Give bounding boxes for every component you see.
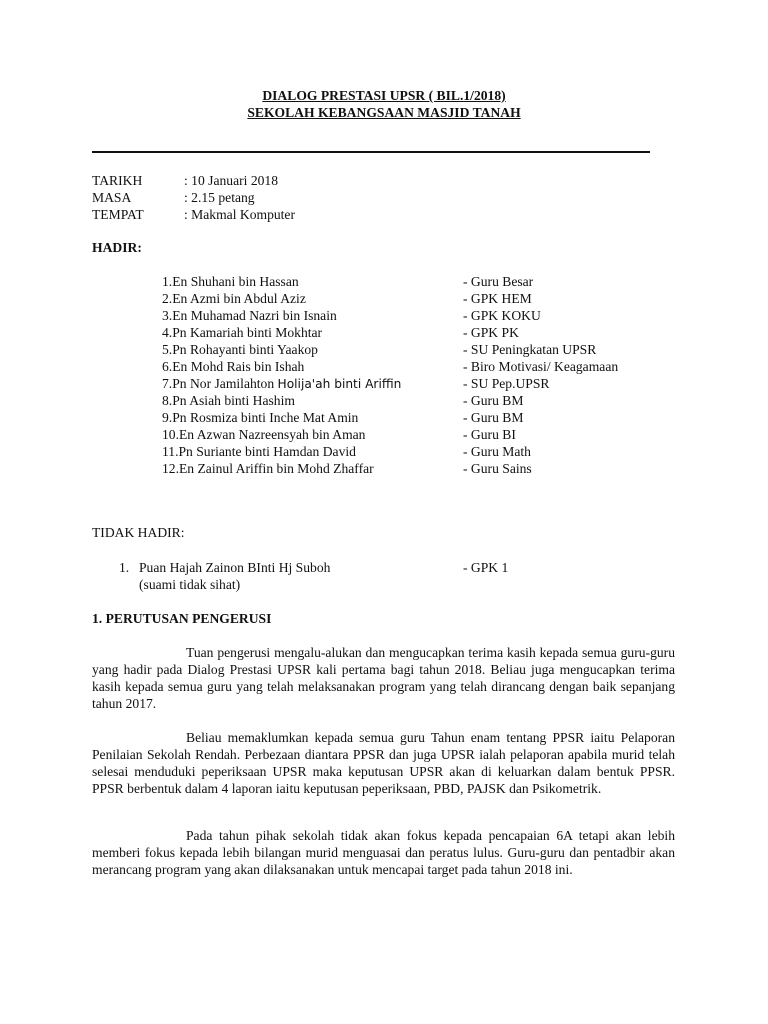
attendee-name bbox=[162, 375, 401, 393]
attendee-role: - Guru BM bbox=[463, 410, 524, 425]
attendee-role: - Guru BM bbox=[463, 393, 524, 408]
absentee-name: Puan Hajah Zainon BInti Hj Suboh bbox=[139, 560, 331, 575]
attendee-name: 3.En Muhamad Nazri bin Isnain bbox=[162, 308, 337, 323]
date-label: TARIKH bbox=[92, 173, 143, 188]
attendee-role: - Guru Sains bbox=[463, 461, 532, 476]
absentee-note: (suami tidak sihat) bbox=[139, 577, 241, 592]
attendee-role: - Guru BI bbox=[463, 427, 516, 442]
attendee-name: 11.Pn Suriante binti Hamdan David bbox=[162, 444, 356, 459]
time-label: MASA bbox=[92, 190, 132, 205]
attendee-name-part: 7.Pn Nor Jamilahton bbox=[162, 376, 278, 391]
attendee-role: - Biro Motivasi/ Keagamaan bbox=[463, 359, 619, 374]
school-name: SEKOLAH KEBANGSAAN MASJID TANAH bbox=[247, 105, 521, 120]
attendee-name: 6.En Mohd Rais bin Ishah bbox=[162, 359, 305, 374]
attendee-name: 12.En Zainul Ariffin bin Mohd Zhaffar bbox=[162, 461, 374, 476]
attendee-role: - SU Peningkatan UPSR bbox=[463, 342, 597, 357]
attendee-name: 5.Pn Rohayanti binti Yaakop bbox=[162, 342, 318, 357]
date-value: : 10 Januari 2018 bbox=[184, 173, 279, 188]
attendee-role: - SU Pep.UPSR bbox=[463, 376, 550, 391]
attendee-role: - GPK PK bbox=[463, 325, 519, 340]
attendee-name: 1.En Shuhani bin Hassan bbox=[162, 274, 299, 289]
paragraph: Beliau memaklumkan kepada semua guru Tahun enam tentang PPSR iaitu Pelaporan Penilaian Sekolah Rendah. Perbezaan diantara PPSR dan juga UPSR ialah pelaporan apabila murid telah selesai menduduki peperiksaan UPSR maka keputusan UPSR akan di keluarkan dalam bentuk PPSR. PPSR berbentuk dalam 4 laporan iaitu keputusan peperiksaan, PBD, PAJSK dan Psikometrik. bbox=[92, 730, 675, 796]
attendee-name: 10.En Azwan Nazreensyah bin Aman bbox=[162, 427, 366, 442]
attendee-role: - Guru Math bbox=[463, 444, 531, 459]
paragraph: Tuan pengerusi mengalu-alukan dan mengucapkan terima kasih kepada semua guru-guru yang hadir pada Dialog Prestasi UPSR kali pertama bagi tahun 2018. Beliau juga mengucapkan terima kasih kepada semua guru yang telah melaksanakan program yang telah dirancang dengan baik sepanjang tahun 2017. bbox=[92, 645, 675, 711]
absentee-role: - GPK 1 bbox=[463, 560, 509, 575]
attendee-role: - GPK KOKU bbox=[463, 308, 541, 323]
venue-label: TEMPAT bbox=[92, 207, 144, 222]
attendee-name: 8.Pn Asiah binti Hashim bbox=[162, 393, 295, 408]
attendee-name-part: Holija'ah binti Ariffin bbox=[277, 377, 402, 391]
paragraph: Pada tahun pihak sekolah tidak akan fokus kepada pencapaian 6A tetapi akan lebih memberi fokus kepada lebih bilangan murid menguasai dan peratus lulus. Guru-guru dan pentadbir akan merancang program yang akan dilaksanakan untuk mencapai target pada tahun 2018 ini. bbox=[92, 828, 675, 877]
attendee-name: 9.Pn Rosmiza binti Inche Mat Amin bbox=[162, 410, 359, 425]
time-value: : 2.15 petang bbox=[184, 190, 255, 205]
venue-value: : Makmal Komputer bbox=[184, 207, 295, 222]
absentee-number: 1. bbox=[119, 560, 130, 575]
attendee-role: - Guru Besar bbox=[463, 274, 534, 289]
attendee-name: 4.Pn Kamariah binti Mokhtar bbox=[162, 325, 323, 340]
absentees-heading: TIDAK HADIR: bbox=[92, 525, 185, 540]
header-divider bbox=[92, 151, 650, 153]
document-title: DIALOG PRESTASI UPSR ( BIL.1/2018) bbox=[262, 88, 506, 103]
attendee-name: 2.En Azmi bin Abdul Aziz bbox=[162, 291, 306, 306]
section-heading: 1. PERUTUSAN PENGERUSI bbox=[92, 611, 272, 626]
attendee-role: - GPK HEM bbox=[463, 291, 532, 306]
attendees-heading: HADIR: bbox=[92, 240, 142, 255]
